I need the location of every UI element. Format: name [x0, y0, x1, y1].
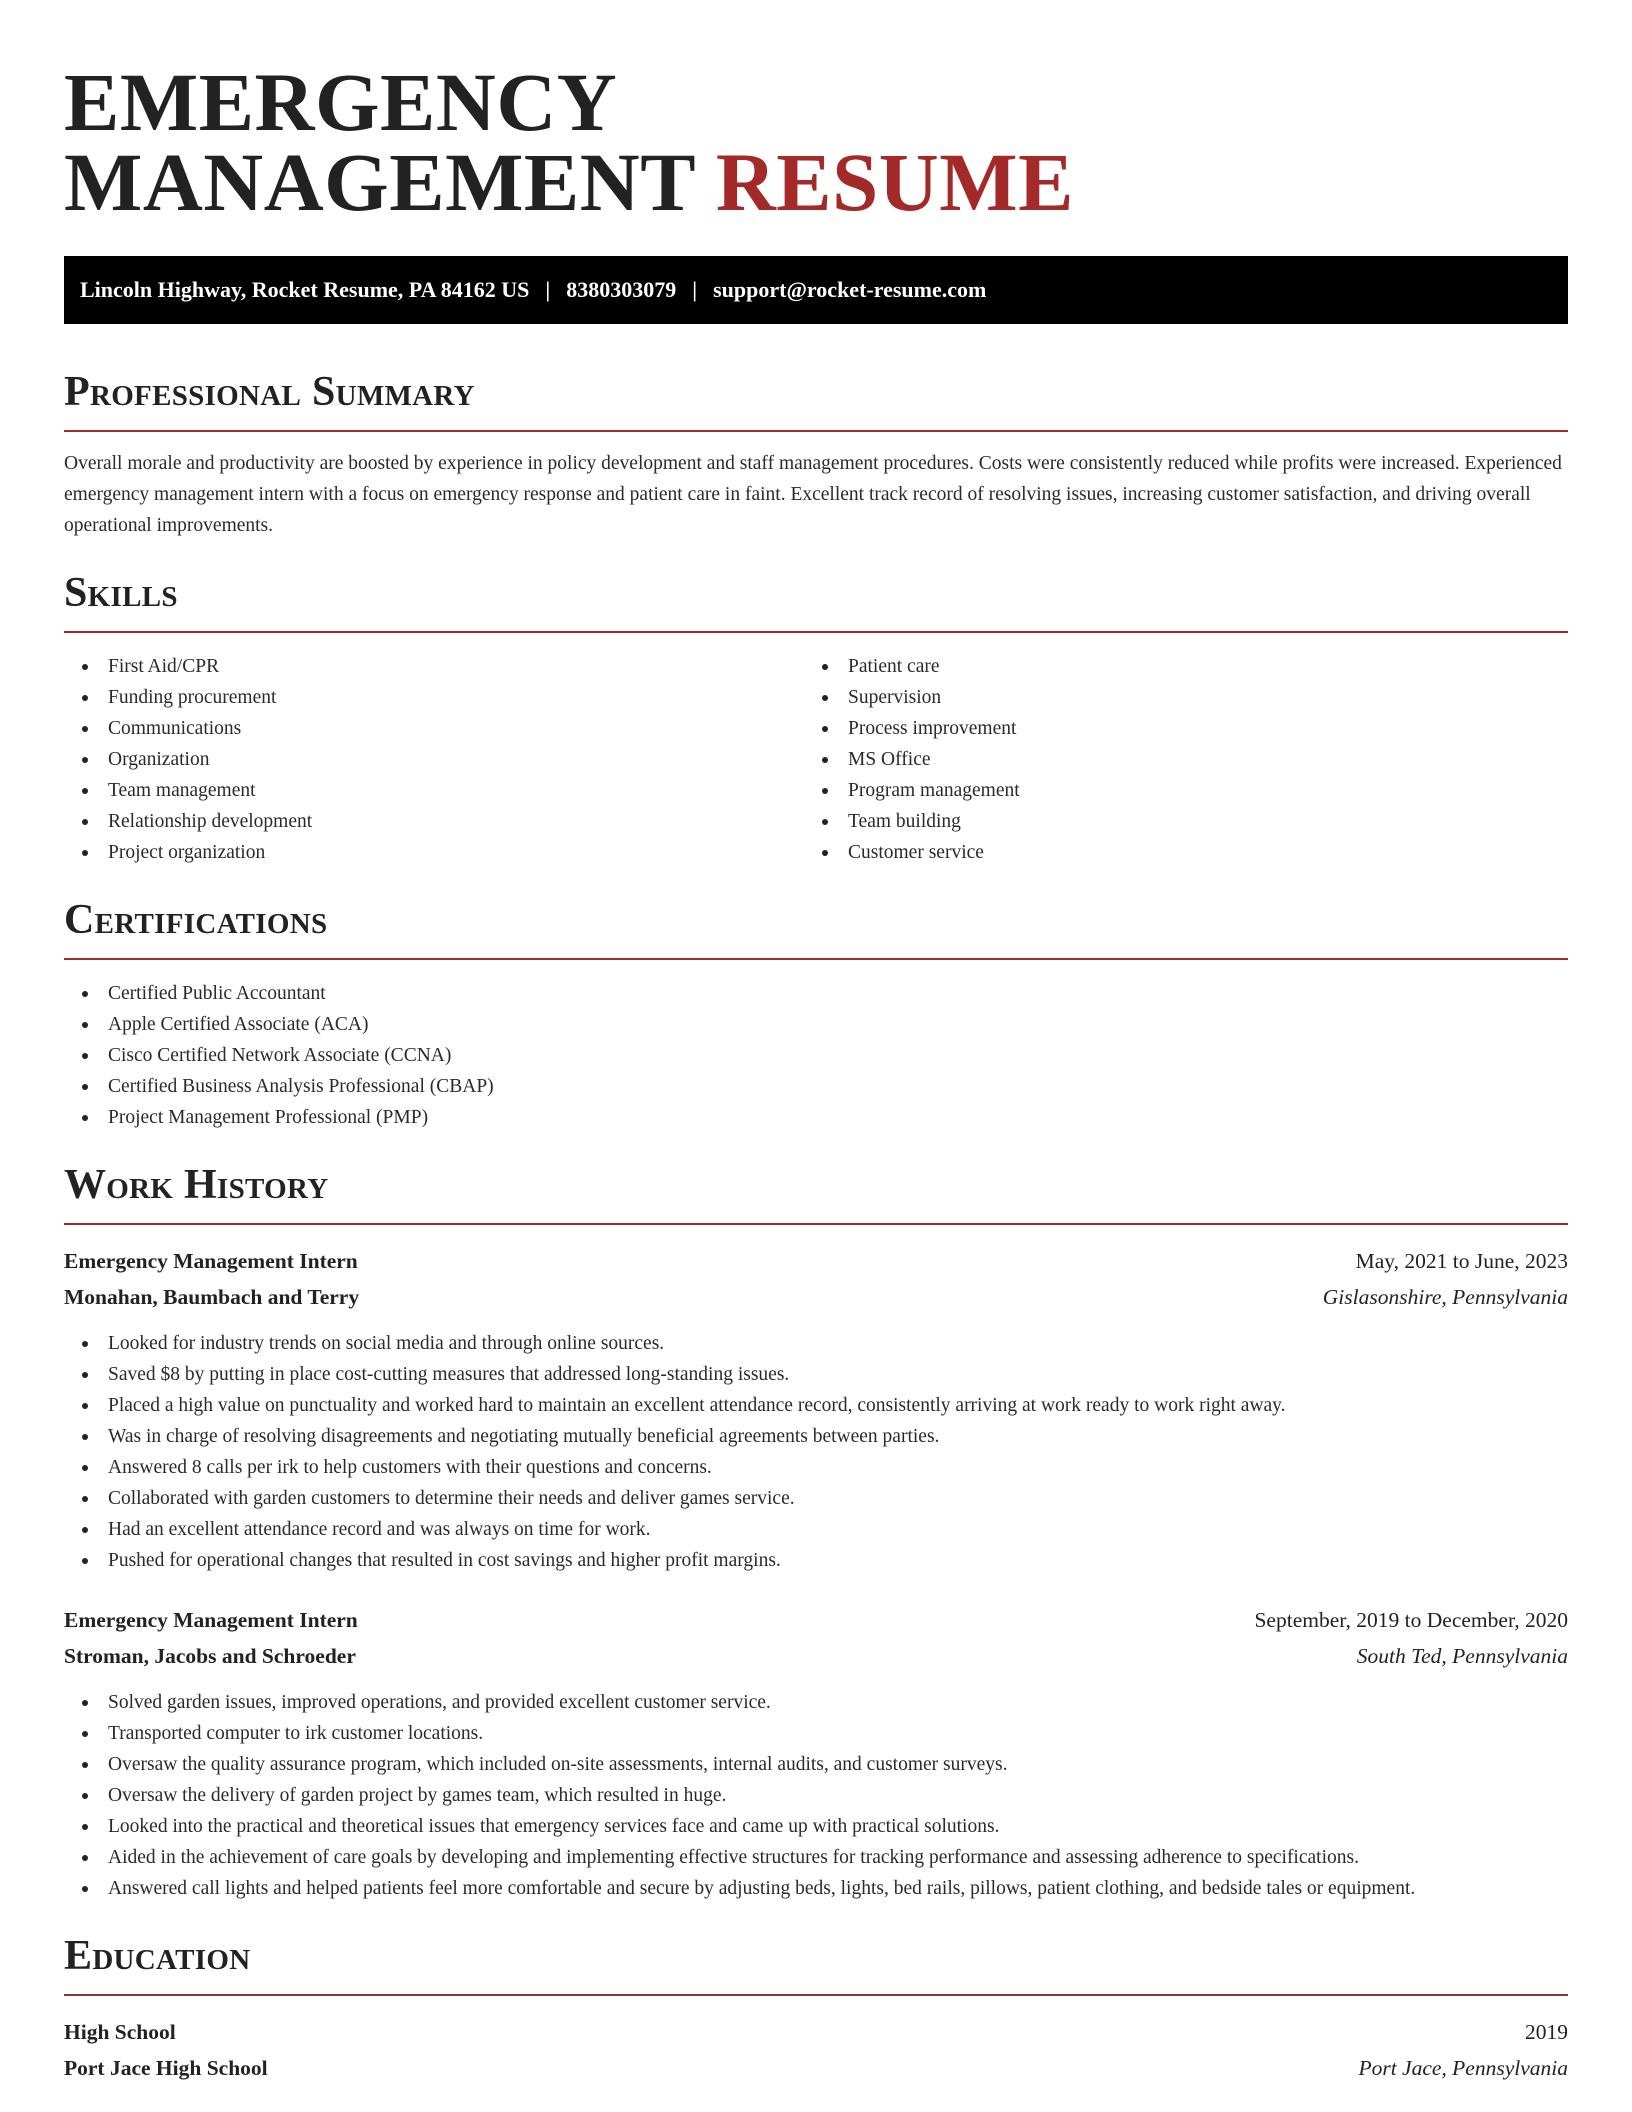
- skill-item: Supervision: [804, 682, 1544, 713]
- section-divider: [64, 958, 1568, 960]
- job-header-row: [64, 1243, 1568, 1279]
- certification-item: Certified Business Analysis Professional (CBAP): [64, 1071, 1568, 1102]
- job-bullet: Answered call lights and helped patients feel more comfortable and secure by adjusting beds, lights, bed rails, pillows, patient clothing, and bedside tales or equipment.: [64, 1873, 1568, 1904]
- education-header-row: [64, 2014, 1568, 2050]
- job-bullet: Oversaw the quality assurance program, which included on-site assessments, internal audits, and customer surveys.: [64, 1749, 1568, 1780]
- job-dates: September, 2019 to December, 2020: [1254, 1608, 1568, 1632]
- certifications-section: [64, 896, 1568, 1133]
- skills-section: [64, 569, 1568, 868]
- job-bullet: Looked into the practical and theoretical issues that emergency services face and came up with practical solutions.: [64, 1811, 1568, 1842]
- education-school: Port Jace High School: [64, 2056, 268, 2080]
- job-title: Emergency Management Intern: [64, 1249, 358, 1273]
- work-history-section: [64, 1161, 1568, 1904]
- skill-item: Process improvement: [804, 713, 1544, 744]
- job-bullet: Aided in the achievement of care goals by developing and implementing effective structures for tracking performance and assessing adherence to specifications.: [64, 1842, 1568, 1873]
- summary-text: Overall morale and productivity are boosted by experience in policy development and staff management procedures. Costs were consistently reduced while profits were increased. Experienced emergency management intern with a focus on emergency response and patient care in faint. Excellent track record of resolving issues, increasing customer satisfaction, and driving overall operational improvements.: [64, 453, 1562, 536]
- education-year: 2019: [1525, 2020, 1568, 2044]
- job-bullet: Answered 8 calls per irk to help customers with their questions and concerns.: [64, 1452, 1568, 1483]
- section-heading: Professional Summary: [64, 369, 475, 415]
- education-location: Port Jace, Pennsylvania: [1358, 2056, 1568, 2080]
- section-divider: [64, 1994, 1568, 1996]
- job-company: Monahan, Baumbach and Terry: [64, 1285, 360, 1309]
- section-divider: [64, 1223, 1568, 1225]
- section-heading: Certifications: [64, 897, 328, 943]
- contact-address: Lincoln Highway, Rocket Resume, PA 84162 US: [80, 277, 530, 302]
- job-bullet: Was in charge of resolving disagreements and negotiating mutually beneficial agreements between parties.: [64, 1421, 1568, 1452]
- skills-list-left: [64, 651, 804, 868]
- contact-email: support@rocket-resume.com: [713, 277, 987, 302]
- section-divider: [64, 430, 1568, 432]
- job-bullet: Transported computer to irk customer locations.: [64, 1718, 1568, 1749]
- section-divider: [64, 631, 1568, 633]
- contact-separator: |: [692, 277, 698, 302]
- skill-item: Relationship development: [64, 806, 804, 837]
- job-location: Gislasonshire, Pennsylvania: [1322, 1285, 1568, 1309]
- skill-item: Customer service: [804, 837, 1544, 868]
- job-company-row: [64, 1638, 1568, 1674]
- skills-columns: [64, 651, 1568, 868]
- contact-separator: |: [545, 277, 551, 302]
- title-line1: EMERGENCY: [64, 56, 618, 148]
- education-section: [64, 1932, 1568, 2086]
- job-entry: [64, 1602, 1568, 1904]
- resume-page: [64, 0, 1568, 2086]
- summary-section: [64, 368, 1568, 541]
- job-bullets: [64, 1328, 1568, 1576]
- education-degree: High School: [64, 2020, 176, 2044]
- job-bullet: Had an excellent attendance record and was always on time for work.: [64, 1514, 1568, 1545]
- certifications-list: [64, 978, 1568, 1133]
- job-company: Stroman, Jacobs and Schroeder: [64, 1644, 356, 1668]
- title-accent: RESUME: [715, 136, 1074, 228]
- job-bullets: [64, 1687, 1568, 1904]
- certification-item: Apple Certified Associate (ACA): [64, 1009, 1568, 1040]
- job-bullet: Collaborated with garden customers to determine their needs and deliver games service.: [64, 1483, 1568, 1514]
- job-bullet: Solved garden issues, improved operations, and provided excellent customer service.: [64, 1687, 1568, 1718]
- job-bullet: Saved $8 by putting in place cost-cutting measures that addressed long-standing issues.: [64, 1359, 1568, 1390]
- resume-title: [64, 0, 1568, 228]
- job-title: Emergency Management Intern: [64, 1608, 358, 1632]
- job-entry: [64, 1243, 1568, 1576]
- skill-item: Program management: [804, 775, 1544, 806]
- skill-item: Organization: [64, 744, 804, 775]
- section-heading: Education: [64, 1933, 251, 1979]
- skill-item: Team management: [64, 775, 804, 806]
- job-dates: May, 2021 to June, 2023: [1355, 1249, 1568, 1273]
- contact-phone: 8380303079: [566, 277, 677, 302]
- section-heading: Skills: [64, 570, 178, 616]
- job-header-row: [64, 1602, 1568, 1638]
- skill-item: Patient care: [804, 651, 1544, 682]
- certification-item: Project Management Professional (PMP): [64, 1102, 1568, 1133]
- job-location: South Ted, Pennsylvania: [1356, 1644, 1568, 1668]
- certification-item: Certified Public Accountant: [64, 978, 1568, 1009]
- education-school-row: [64, 2050, 1568, 2086]
- title-line2: MANAGEMENT: [64, 136, 695, 228]
- job-bullet: Pushed for operational changes that resulted in cost savings and higher profit margins.: [64, 1545, 1568, 1576]
- job-company-row: [64, 1279, 1568, 1315]
- skill-item: Team building: [804, 806, 1544, 837]
- job-bullet: Placed a high value on punctuality and worked hard to maintain an excellent attendance record, consistently arriving at work ready to work right away.: [64, 1390, 1568, 1421]
- contact-bar: [64, 256, 1568, 324]
- job-bullet: Looked for industry trends on social media and through online sources.: [64, 1328, 1568, 1359]
- skill-item: Communications: [64, 713, 804, 744]
- skill-item: Project organization: [64, 837, 804, 868]
- skill-item: First Aid/CPR: [64, 651, 804, 682]
- certification-item: Cisco Certified Network Associate (CCNA): [64, 1040, 1568, 1071]
- skill-item: MS Office: [804, 744, 1544, 775]
- skills-list-right: [804, 651, 1544, 868]
- skill-item: Funding procurement: [64, 682, 804, 713]
- section-heading: Work History: [64, 1162, 329, 1208]
- education-entry: [64, 2014, 1568, 2086]
- job-bullet: Oversaw the delivery of garden project by games team, which resulted in huge.: [64, 1780, 1568, 1811]
